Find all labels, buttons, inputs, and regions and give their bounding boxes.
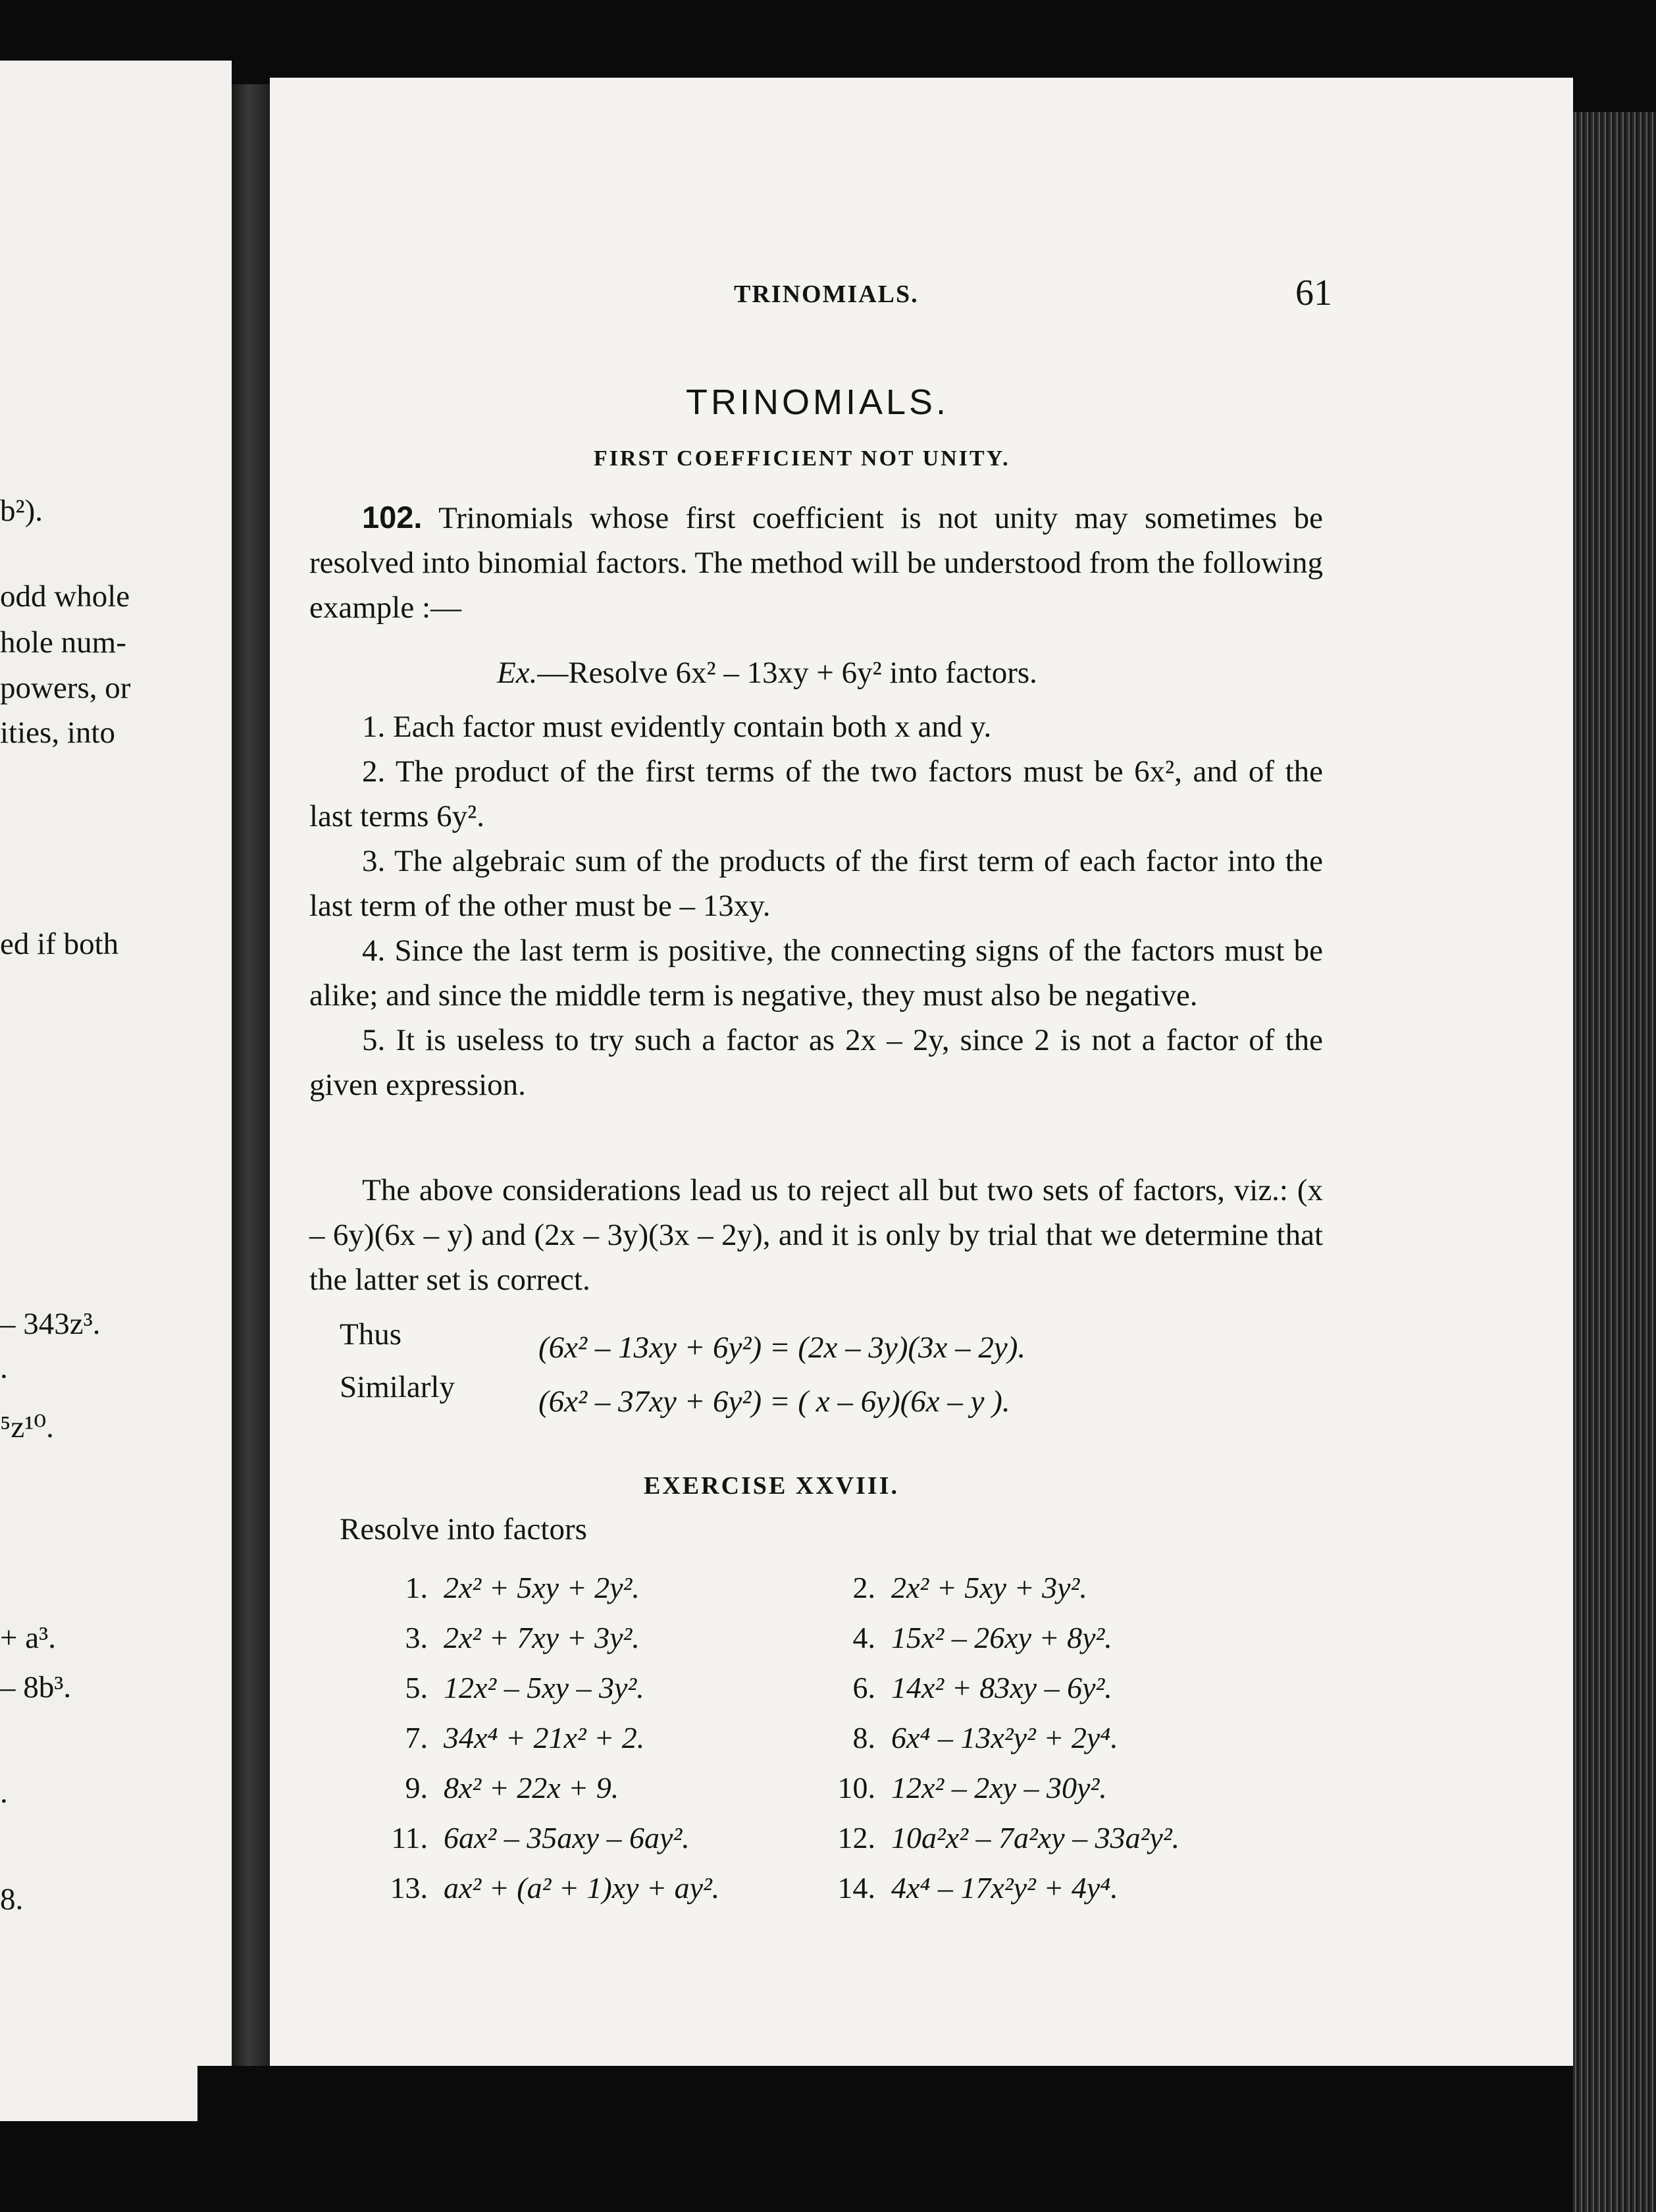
- exercise-expression: 6ax² – 35axy – 6ay².: [444, 1821, 690, 1855]
- rule-item: 4. Since the last term is positive, the connecting signs of the factors must be alike; and since the middle term is negative, they must also be negative.: [309, 934, 1323, 1013]
- exercise-number: 4.: [852, 1621, 875, 1654]
- section-subtitle: FIRST COEFFICIENT NOT UNITY.: [594, 446, 1010, 471]
- example-text: —Resolve 6x² – 13xy + 6y² into factors.: [537, 656, 1037, 690]
- exercise-expression: 12x² – 2xy – 30y².: [891, 1771, 1107, 1804]
- exercise-number: 13.: [390, 1871, 428, 1905]
- left-fragment: + a³.: [0, 1621, 56, 1655]
- section-number: 102.: [362, 500, 423, 535]
- exercise-number: 12.: [837, 1821, 875, 1855]
- left-fragment: .: [0, 1351, 8, 1385]
- exercise-item: [369, 1820, 816, 1870]
- exercise-expression: 34x⁴ + 21x² + 2.: [444, 1721, 645, 1754]
- left-fragment: ed if both: [0, 927, 119, 961]
- equation-label: Similarly: [340, 1370, 455, 1404]
- exercise-expression: 2x² + 5xy + 2y².: [444, 1571, 640, 1604]
- left-fragment: odd whole: [0, 579, 130, 614]
- exercise-expression: 8x² + 22x + 9.: [444, 1771, 619, 1804]
- left-fragment: 8.: [0, 1882, 24, 1916]
- exercise-item: [816, 1770, 1316, 1820]
- exercise-item: [369, 1570, 816, 1620]
- left-fragment: b²).: [0, 494, 43, 528]
- exercise-instruction: Resolve into factors: [340, 1512, 587, 1546]
- exercise-list: [369, 1570, 1316, 1920]
- rule-item: 2. The product of the first terms of the two factors must be 6x², and of the last terms 6y².: [309, 754, 1323, 833]
- left-fragment: – 8b³.: [0, 1670, 72, 1704]
- equation-label: Thus: [340, 1317, 401, 1352]
- exercise-number: 6.: [852, 1671, 875, 1704]
- rule-item: 1. Each factor must evidently contain both x and y.: [362, 710, 992, 744]
- equation: (6x² – 13xy + 6y²) = (2x – 3y)(3x – 2y).: [538, 1330, 1026, 1365]
- exercise-number: 7.: [405, 1721, 428, 1754]
- example-prefix: Ex.: [497, 656, 538, 690]
- exercise-number: 1.: [405, 1571, 428, 1604]
- exercise-expression: 2x² + 7xy + 3y².: [444, 1621, 640, 1654]
- left-page: [0, 61, 232, 2121]
- running-head: TRINOMIALS.: [734, 280, 919, 308]
- exercise-number: 2.: [852, 1571, 875, 1604]
- exercise-number: 14.: [837, 1871, 875, 1905]
- exercise-number: 11.: [391, 1821, 428, 1855]
- page-edges: [1573, 112, 1656, 2212]
- rule-item: 5. It is useless to try such a factor as 2x – 2y, since 2 is not a factor of the given expression.: [309, 1023, 1323, 1102]
- exercise-item: [369, 1620, 816, 1670]
- exercise-item: [369, 1720, 816, 1770]
- page-number: 61: [1295, 273, 1332, 313]
- exercise-item: [816, 1620, 1316, 1670]
- exercise-expression: 15x² – 26xy + 8y².: [891, 1621, 1112, 1654]
- equation: (6x² – 37xy + 6y²) = ( x – 6y)(6x – y ).: [538, 1384, 1010, 1419]
- exercise-item: [369, 1670, 816, 1720]
- exercise-expression: 14x² + 83xy – 6y².: [891, 1671, 1112, 1704]
- exercise-expression: 12x² – 5xy – 3y².: [444, 1671, 644, 1704]
- section-title: TRINOMIALS.: [686, 382, 950, 422]
- book-gutter: [232, 84, 270, 2099]
- left-fragment: ities, into: [0, 716, 115, 750]
- bottom-shadow: [197, 2066, 1573, 2212]
- section-paragraph: [309, 495, 1323, 630]
- example-line: [497, 655, 1037, 691]
- conclusion-text: The above considerations lead us to reject all but two sets of factors, viz.: (x – 6y)(6x – y) and (2x – 3y)(3x – 2y), and it is only by trial that we determine that the latter set is correct.: [309, 1173, 1323, 1297]
- exercise-heading: EXERCISE XXVIII.: [644, 1472, 899, 1500]
- section-body: Trinomials whose first coefficient is not unity may sometimes be resolved into binomial factors. The method will be understood from the following example :—: [309, 501, 1323, 625]
- exercise-expression: ax² + (a² + 1)xy + ay².: [444, 1871, 720, 1905]
- exercise-expression: 4x⁴ – 17x²y² + 4y⁴.: [891, 1871, 1118, 1905]
- exercise-expression: 6x⁴ – 13x²y² + 2y⁴.: [891, 1721, 1118, 1754]
- exercise-number: 10.: [837, 1771, 875, 1804]
- rules-list: [309, 704, 1323, 1107]
- left-fragment: hole num-: [0, 625, 126, 660]
- exercise-item: [369, 1770, 816, 1820]
- left-fragment: ⁵z¹⁰.: [0, 1410, 54, 1444]
- exercise-item: [816, 1870, 1316, 1920]
- exercise-item: [816, 1820, 1316, 1870]
- exercise-item: [816, 1670, 1316, 1720]
- rule-item: 3. The algebraic sum of the products of the first term of each factor into the last term of the other must be – 13xy.: [309, 844, 1323, 923]
- left-fragment: powers, or: [0, 671, 131, 705]
- section-text: [309, 495, 1323, 630]
- exercise-item: [369, 1870, 816, 1920]
- exercise-item: [816, 1720, 1316, 1770]
- left-fragment: – 343z³.: [0, 1307, 101, 1341]
- exercise-number: 5.: [405, 1671, 428, 1704]
- exercise-number: 8.: [852, 1721, 875, 1754]
- exercise-item: [816, 1570, 1316, 1620]
- exercise-expression: 2x² + 5xy + 3y².: [891, 1571, 1087, 1604]
- left-fragment: .: [0, 1776, 8, 1810]
- exercise-number: 9.: [405, 1771, 428, 1804]
- exercise-expression: 10a²x² – 7a²xy – 33a²y².: [891, 1821, 1180, 1855]
- exercise-number: 3.: [405, 1621, 428, 1654]
- conclusion-paragraph: [309, 1168, 1323, 1302]
